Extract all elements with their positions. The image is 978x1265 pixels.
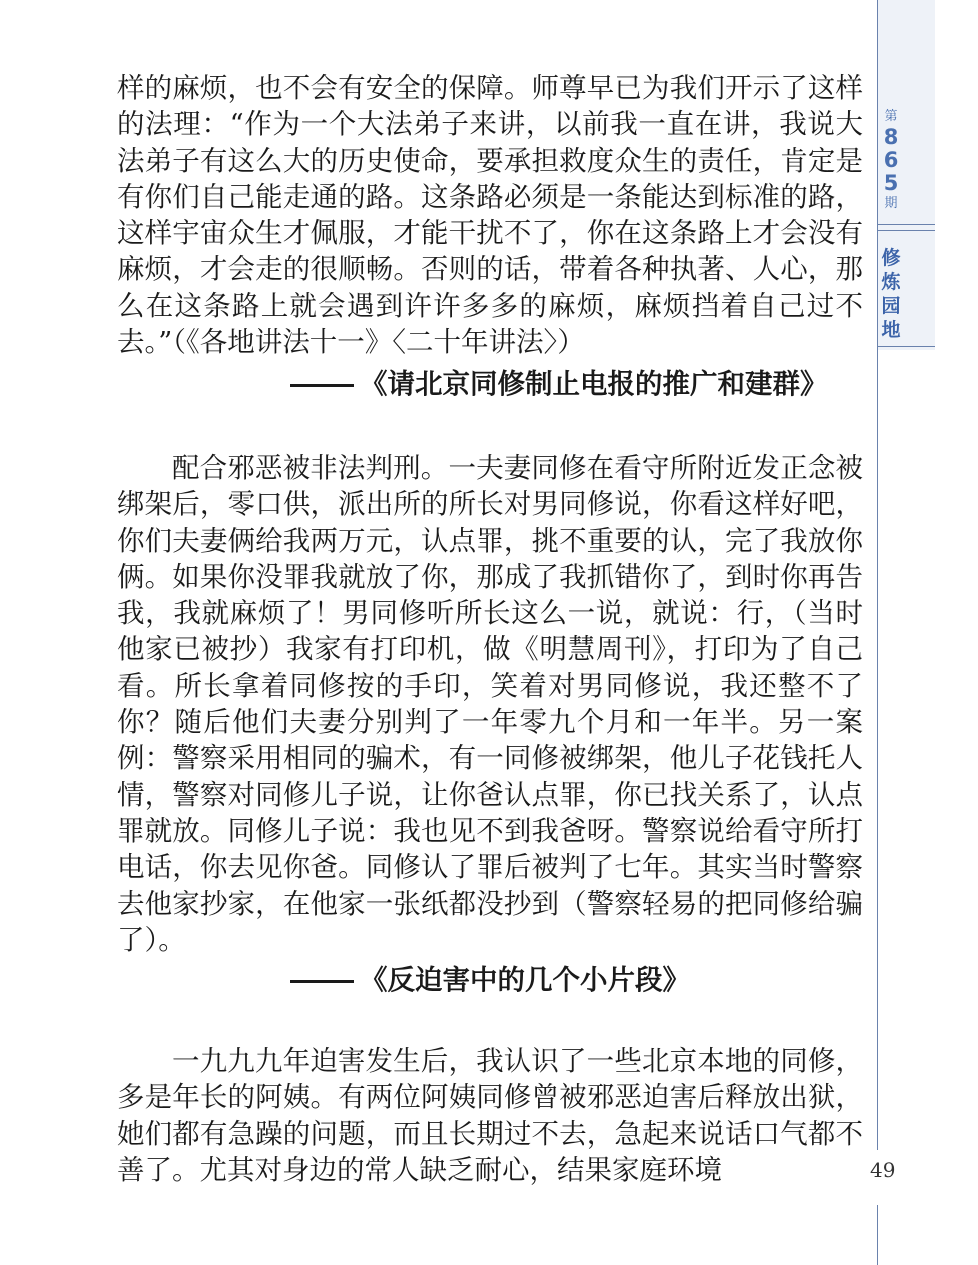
paragraph-text: 样的麻烦，也不会有安全的保障。师尊早已为我们开示了这样的法理：“作为一个大法弟子来讲，以前我一直在讲，我说大法弟子有这么大的历史使命，要承担救度众生的责任，肯定是有你们自己能走通的路。这条路必须是一条能达到标准的路，这样宇宙众生才佩服，才能干扰不了，你在这条路上才会没有麻烦，才会走的很顺畅。否则的话，带着各种执著、人心，那么在这条路上就会遇到许许多多的麻烦，麻烦挡着自己过不去。”（《各地讲法十一》〈二十年讲法〉） [117,72,863,359]
paragraph-text: 配合邪恶被非法判刑。一夫妻同修在看守所附近发正念被绑架后，零口供，派出所的所长对男同修说，你看这样好吧，你们夫妻俩给我两万元，认点罪，挑不重要的认，完了我放你俩。如果你没罪我就放了你，那成了我抓错你了，到时你再告我，我就麻烦了！男同修听所长这么一说，就说：行，（当时他家已被抄）我家有打印机，做《明慧周刊》，打印为了自己看。所长拿着同修按的手印，笑着对男同修说，我还整不了你？随后他们夫妻分别判了一年零九个月和一年半。另一案例：警察采用相同的骗术，有一同修被绑架，他儿子花钱托人情，警察对同修儿子说，让你爸认点罪，你已找关系了，认点罪就放。同修儿子说：我也见不到我爸呀。警察说给看守所打电话，你去见你爸。同修认了罪后被判了七年。其实当时警察去他家抄家，在他家一张纸都没抄到（警察轻易的把同修给骗了）。 [117,452,863,956]
issue-digit: 8 [883,125,899,149]
sidebar-divider-line-bottom [877,1205,878,1265]
paragraph-continuation [117,70,863,360]
em-dash-rule [290,384,354,387]
sidebar-separator [877,346,935,347]
issue-digit: 6 [883,148,899,172]
issue-suffix: 期 [884,196,898,211]
sidebar-separator [877,230,935,231]
em-dash-rule [290,980,354,983]
article-source-heading [290,366,860,402]
section-title-char: 园 [881,295,901,317]
section-title-char: 地 [881,319,901,341]
issue-digit: 5 [883,171,899,195]
paragraph [117,1043,863,1188]
section-title-char: 修 [881,247,901,269]
article-source-heading [290,962,860,998]
paragraph-text: 一九九九年迫害发生后，我认识了一些北京本地的同修，多是年长的阿姨。有两位阿姨同修曾被邪恶迫害后释放出狱，她们都有急躁的问题，而且长期过不去，急起来说话口气都不善了。尤其对身边的常人缺乏耐心，结果家庭环境 [117,1045,863,1186]
section-title-char: 炼 [881,271,901,293]
paragraph [117,450,863,958]
heading-text: 《反迫害中的几个小片段》 [360,964,690,996]
section-title [877,246,905,342]
issue-number [877,108,905,213]
sidebar-separator [877,224,935,225]
page-number: 49 [870,1158,896,1182]
issue-prefix: 第 [884,109,898,124]
heading-text: 《请北京同修制止电报的推广和建群》 [360,368,828,400]
